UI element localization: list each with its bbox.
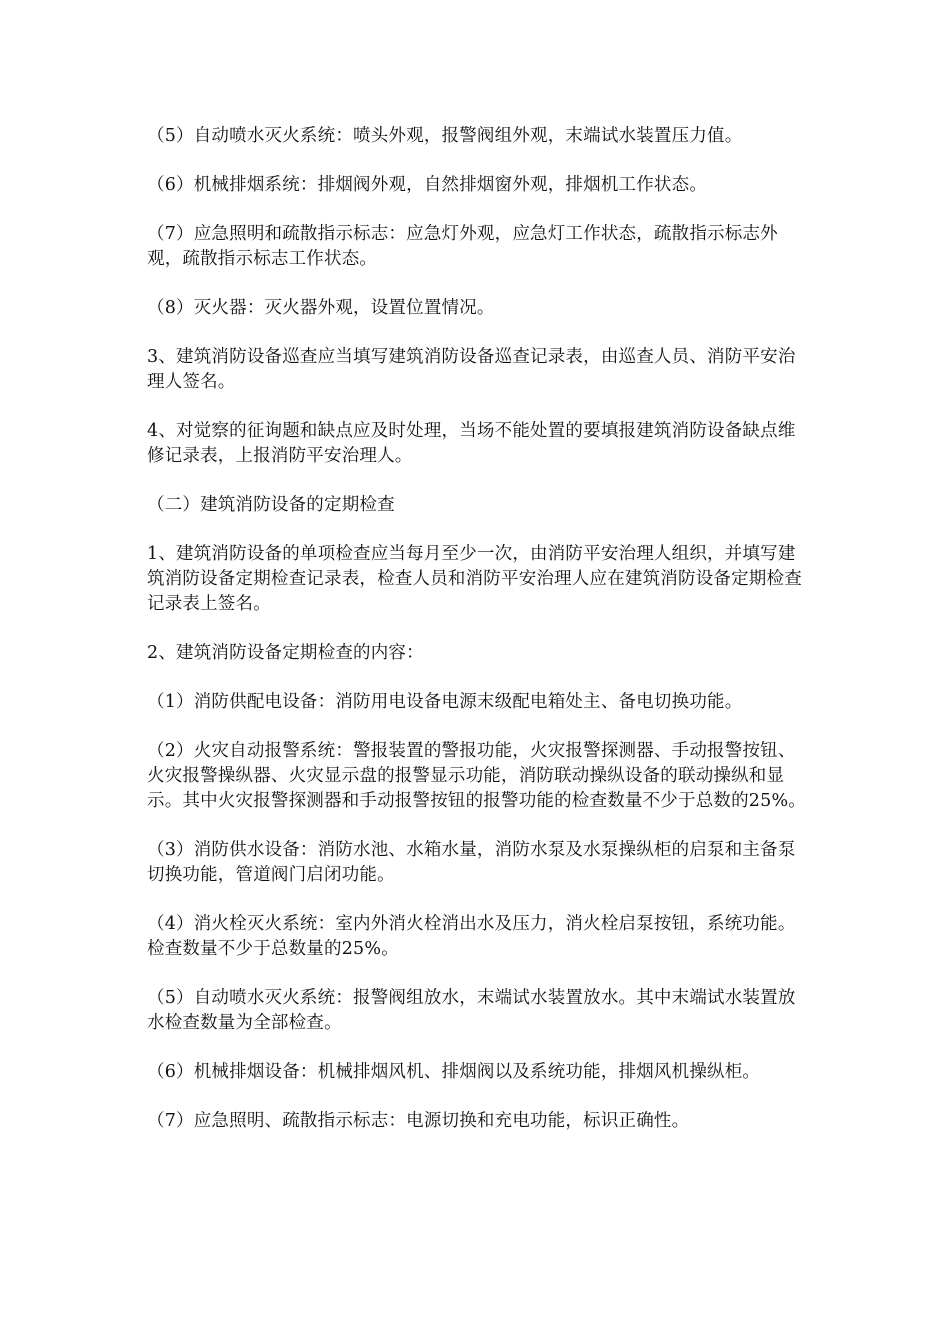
paragraph-emergency-lighting-inspection: （7）应急照明、疏散指示标志：电源切换和充电功能，标识正确性。: [147, 1111, 690, 1131]
paragraph-inspection-contents: 2、建筑消防设备定期检查的内容：: [147, 643, 424, 663]
document-body: [147, 124, 807, 1158]
section-heading-periodic-inspection: （二）建筑消防设备的定期检查: [147, 495, 395, 515]
paragraph-hydrant-system: （4）消火栓灭火系统：室内外消火栓消出水及压力，消火栓启泵按钮，系统功能。检查数量不少于总数量的25%。: [147, 914, 796, 959]
paragraph-power-supply: （1）消防供配电设备：消防用电设备电源末级配电箱处主、备电切换功能。: [147, 692, 743, 712]
paragraph-extinguisher-patrol: （8）灭火器：灭火器外观，设置位置情况。: [147, 298, 495, 318]
paragraph-water-supply: （3）消防供水设备：消防水池、水箱水量，消防水泵及水泵操纵柜的启泵和主备泵切换功能，管道阀门启闭功能。: [147, 840, 796, 885]
paragraph-smoke-exhaust-patrol: （6）机械排烟系统：排烟阀外观，自然排烟窗外观，排烟机工作状态。: [147, 175, 708, 195]
paragraph-monthly-inspection: 1、建筑消防设备的单项检查应当每月至少一次，由消防平安治理人组织，并填写建筑消防设备定期检查记录表，检查人员和消防平安治理人应在建筑消防设备定期检查记录表上签名。: [147, 544, 802, 614]
paragraph-smoke-exhaust-equipment: （6）机械排烟设备：机械排烟风机、排烟阀以及系统功能，排烟风机操纵柜。: [147, 1062, 761, 1082]
paragraph-fault-handling: 4、对觉察的征询题和缺点应及时处理，当场不能处置的要填报建筑消防设备缺点维修记录表，上报消防平安治理人。: [147, 421, 796, 466]
paragraph-sprinkler-patrol: （5）自动喷水灭火系统：喷头外观，报警阀组外观，末端试水装置压力值。: [147, 126, 743, 146]
paragraph-emergency-lighting-patrol: （7）应急照明和疏散指示标志：应急灯外观，应急灯工作状态，疏散指示标志外观，疏散指示标志工作状态。: [147, 224, 778, 269]
paragraph-fire-alarm-system: （2）火灾自动报警系统：警报装置的警报功能，火灾报警探测器、手动报警按钮、火灾报警操纵器、火灾显示盘的报警显示功能，消防联动操纵设备的联动操纵和显示。其中火灾报警探测器和手动报警按钮的报警功能的检查数量不少于总数的25%。: [147, 741, 806, 811]
paragraph-sprinkler-inspection: （5）自动喷水灭火系统：报警阀组放水，末端试水装置放水。其中末端试水装置放水检查数量为全部检查。: [147, 988, 796, 1033]
paragraph-patrol-record: 3、建筑消防设备巡查应当填写建筑消防设备巡查记录表，由巡查人员、消防平安治理人签名。: [147, 347, 796, 392]
